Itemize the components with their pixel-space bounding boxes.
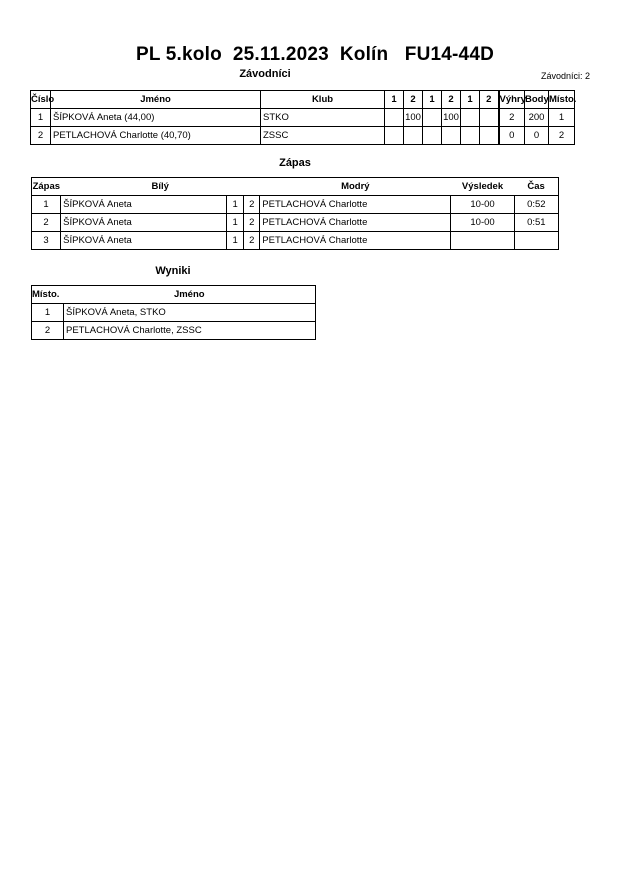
col-header-points: Body <box>525 91 549 109</box>
col-header-round-2a: 2 <box>404 91 423 109</box>
result-name: PETLACHOVÁ Charlotte, ZSSC <box>64 322 316 340</box>
competitor-number: 2 <box>31 127 51 145</box>
competitor-row <box>31 127 575 145</box>
match-white: ŠÍPKOVÁ Aneta <box>61 214 227 232</box>
match-blue: PETLACHOVÁ Charlotte <box>260 214 451 232</box>
col-header-round-1c: 1 <box>461 91 480 109</box>
col-header-round-2c: 2 <box>480 91 499 109</box>
match-row <box>32 214 559 232</box>
competitor-name: ŠÍPKOVÁ Aneta (44,00) <box>51 109 261 127</box>
result-place: 2 <box>32 322 64 340</box>
match-white-score: 1 <box>227 196 244 214</box>
competitors-table <box>30 90 575 145</box>
match-white-score: 1 <box>227 232 244 250</box>
match-result: 10-00 <box>451 196 514 214</box>
competitor-name: PETLACHOVÁ Charlotte (40,70) <box>51 127 261 145</box>
match-white-score: 1 <box>227 214 244 232</box>
competitor-place: 2 <box>549 127 575 145</box>
col-header-club: Klub <box>261 91 385 109</box>
matches-header-row <box>32 178 559 196</box>
competitors-header-row <box>31 91 575 109</box>
competitor-club: STKO <box>261 109 385 127</box>
round-score <box>442 127 461 145</box>
col-header-number: Číslo <box>31 91 51 109</box>
page-title: PL 5.kolo 25.11.2023 Kolín FU14-44D <box>135 44 495 65</box>
section-title-competitors: Závodníci <box>239 68 291 80</box>
match-time: 0:51 <box>514 214 558 232</box>
col-header-place: Místo. <box>549 91 575 109</box>
round-score <box>423 127 442 145</box>
section-title-results: Wyniki <box>155 265 191 277</box>
match-white: ŠÍPKOVÁ Aneta <box>61 196 227 214</box>
competitor-club: ZSSC <box>261 127 385 145</box>
col-header-result: Výsledek <box>451 178 514 196</box>
round-score <box>385 127 404 145</box>
result-row <box>32 304 316 322</box>
round-score: 100 <box>404 109 423 127</box>
round-score <box>385 109 404 127</box>
match-result <box>451 232 514 250</box>
match-row <box>32 232 559 250</box>
match-number: 1 <box>32 196 61 214</box>
competitor-row <box>31 109 575 127</box>
competitor-count: Závodníci: 2 <box>541 71 591 81</box>
round-score <box>461 109 480 127</box>
col-header-wins: Výhry <box>499 91 525 109</box>
round-score <box>480 109 499 127</box>
competitor-wins: 2 <box>499 109 525 127</box>
round-score: 100 <box>442 109 461 127</box>
col-header-name: Jméno <box>51 91 261 109</box>
result-row <box>32 322 316 340</box>
col-header-time: Čas <box>514 178 558 196</box>
col-header-white: Bílý <box>61 178 260 196</box>
round-score <box>480 127 499 145</box>
match-white: ŠÍPKOVÁ Aneta <box>61 232 227 250</box>
match-time: 0:52 <box>514 196 558 214</box>
round-score <box>404 127 423 145</box>
match-blue: PETLACHOVÁ Charlotte <box>260 196 451 214</box>
match-blue-score: 2 <box>244 214 260 232</box>
col-header-round-1a: 1 <box>385 91 404 109</box>
match-blue: PETLACHOVÁ Charlotte <box>260 232 451 250</box>
col-header-blue: Modrý <box>260 178 451 196</box>
match-number: 2 <box>32 214 61 232</box>
results-table <box>31 285 316 340</box>
competitor-points: 0 <box>525 127 549 145</box>
competitor-wins: 0 <box>499 127 525 145</box>
results-header-row <box>32 286 316 304</box>
col-header-round-1b: 1 <box>423 91 442 109</box>
competitor-place: 1 <box>549 109 575 127</box>
col-header-round-2b: 2 <box>442 91 461 109</box>
col-header-match: Zápas <box>32 178 61 196</box>
match-blue-score: 2 <box>244 196 260 214</box>
match-row <box>32 196 559 214</box>
match-time <box>514 232 558 250</box>
competitor-points: 200 <box>525 109 549 127</box>
match-result: 10-00 <box>451 214 514 232</box>
col-header-name: Jméno <box>64 286 316 304</box>
competitor-number: 1 <box>31 109 51 127</box>
section-title-matches: Zápas <box>279 157 311 169</box>
round-score <box>423 109 442 127</box>
match-blue-score: 2 <box>244 232 260 250</box>
result-place: 1 <box>32 304 64 322</box>
col-header-place: Místo. <box>32 286 64 304</box>
round-score <box>461 127 480 145</box>
result-name: ŠÍPKOVÁ Aneta, STKO <box>64 304 316 322</box>
matches-table <box>31 177 559 250</box>
match-number: 3 <box>32 232 61 250</box>
